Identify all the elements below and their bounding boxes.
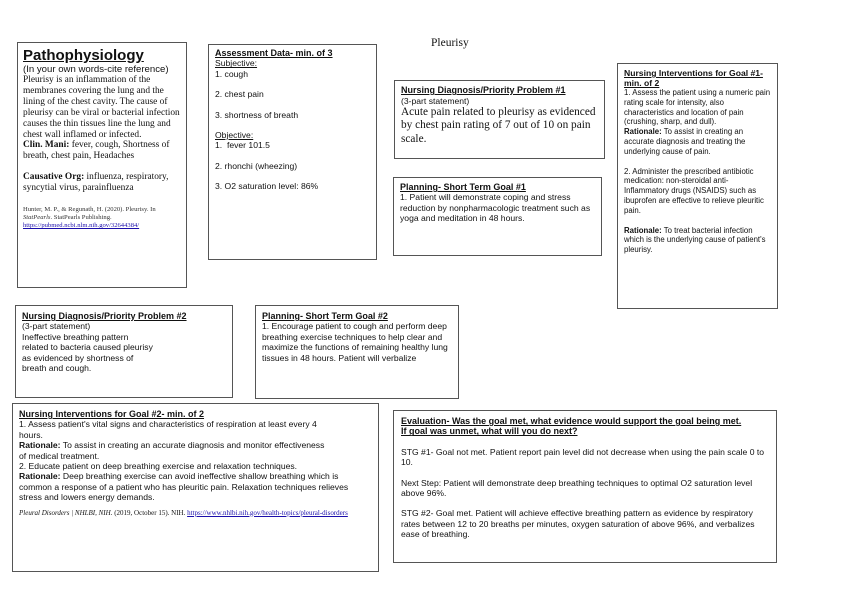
pathophysiology-box (17, 42, 187, 288)
interventions1-rationale: Rationale: To treat bacterial infection which is the underlying cause of patient's pleurisy. (624, 225, 766, 255)
diagnosis1-body: Acute pain related to pleurisy as evidenced by chest pain rating of 7 out of 10 on pain scale. (401, 105, 596, 145)
patho-reference: Hunter, M. P., & Regunath, H. (2020). Pleurisy. In StatPearls. StatPearls Publishing. https://pubmed.ncbi.nlm.nih.gov/32644384/ (23, 206, 156, 230)
patho-heading: Pathophysiology (23, 47, 144, 64)
interventions2-heading: Nursing Interventions for Goal #2- min. of 2 (19, 409, 205, 419)
patho-reference-link[interactable]: https://pubmed.ncbi.nlm.nih.gov/32644384/ (23, 222, 140, 230)
diagnosis1-heading: Nursing Diagnosis/Priority Problem #1 (401, 85, 566, 95)
diagnosis2-line: as evidenced by shortness of (22, 352, 134, 363)
interventions2-box (12, 403, 379, 572)
evaluation-box (393, 410, 777, 563)
interventions1-box (617, 63, 778, 309)
objective-label: Objective: (215, 130, 254, 141)
diagnosis2-heading: Nursing Diagnosis/Priority Problem #2 (22, 311, 187, 321)
evaluation-stg1: STG #1- Goal not met. Patient report pain level did not decrease when using the pain scale 0 to 10. (401, 446, 765, 468)
assessment-box (208, 44, 377, 260)
patho-subheading: (In your own words-cite reference) (23, 64, 169, 75)
planning1-box (393, 177, 602, 256)
objective-item: 3. O2 saturation level: 86% (215, 181, 319, 192)
clin-label: Clin. Mani: (23, 140, 70, 151)
interventions1-rationale: Rationale: To assist in creating an accurate diagnosis and treating the underlying cause of pain. (624, 127, 746, 156)
interventions2-rationale: Rationale: To assist in creating an accurate diagnosis and monitor effectiveness of medical treatment. (19, 440, 325, 461)
diagnosis2-line: breath and cough. (22, 363, 92, 374)
diagnosis2-box (15, 305, 233, 398)
evaluation-next-step: Next Step: Patient will demonstrate deep breathing techniques to optimal O2 saturation level above 96%. (401, 477, 753, 499)
objective-item: 1. fever 101.5 (215, 140, 270, 151)
interventions2-rationale: Rationale: Deep breathing exercise can avoid ineffective shallow breathing which is common a response of a patient who has pleuritic pain. Relaxation techniques relieves stress and lowers energy demands. (19, 471, 349, 503)
subjective-label: Subjective: (215, 58, 258, 69)
interventions2-item: 2. Educate patient on deep breathing exercise and relaxation techniques. (19, 461, 298, 472)
diagnosis1-box (394, 80, 605, 159)
diagnosis1-sub: (3-part statement) (401, 95, 470, 106)
patho-body: Pleurisy is an inflammation of the membranes covering the lung and the lining of the chest cavity. The cause of pleurisy can be viral or bacterial infection causes the thin tissues line the lung and chest wall inflamed or infected. (23, 75, 180, 140)
caus-text: influenza, respiratory, syncytial virus, parainfluenza (23, 172, 169, 194)
planning2-heading: Planning- Short Term Goal #2 (262, 311, 388, 321)
interventions2-reference: Pleural Disorders | NHLBI, NIH. (2019, October 15). NIH. https://www.nhlbi.nih.gov/health-topics/pleural-disorders (19, 508, 348, 517)
interventions1-heading: Nursing Interventions for Goal #1- min. of 2 (624, 68, 763, 88)
interventions1-item: 2. Administer the prescribed antibiotic medication: non-steroidal anti-Inflammatory drugs (NSAIDS) such as ibuprofen are effective to relieve pleuritic pain. (624, 166, 764, 215)
patho-causative-org (23, 172, 181, 194)
page-title: Pleurisy (431, 37, 469, 49)
diagnosis2-sub: (3-part statement) (22, 321, 91, 332)
diagnosis2-line: related to bacteria caused pleurisy (22, 342, 153, 353)
planning1-body: 1. Patient will demonstrate coping and stress reduction by nonpharmacologic treatment such as yoga and meditation in 48 hours. (400, 192, 591, 224)
evaluation-stg2: STG #2- Goal met. Patient will achieve effective breathing pattern as evidence by respiratory rates between 12 to 20 breaths per minutes, oxygen saturation of above 96%, and verbalizes ease of breathing. (401, 508, 755, 540)
interventions2-reference-link[interactable]: https://www.nhlbi.nih.gov/health-topics/pleural-disorders (187, 508, 348, 517)
subjective-item: 1. cough (215, 68, 248, 79)
caus-label: Causative Org: (23, 172, 85, 183)
objective-item: 2. rhonchi (wheezing) (215, 160, 298, 171)
interventions1-item: 1. Assess the patient using a numeric pain rating scale for intensity, also characteristics and location of pain (crushing, sharp, and dull). (624, 88, 771, 127)
patho-clinical-manifestations (23, 140, 181, 162)
subjective-item: 2. chest pain (215, 89, 264, 100)
planning2-box (255, 305, 459, 399)
clin-text: fever, cough, Shortness of breath, chest pain, Headaches (23, 140, 170, 162)
diagnosis2-line: Ineffective breathing pattern (22, 331, 129, 342)
planning1-heading: Planning- Short Term Goal #1 (400, 182, 526, 192)
planning2-body: 1. Encourage patient to cough and perform deep breathing exercise techniques to help clear and maximize the functions of remaining healthy lung tissues in 48 hours. Patient will verbalize (262, 321, 448, 363)
subjective-item: 3. shortness of breath (215, 109, 299, 120)
interventions2-item: 1. Assess patient's vital signs and characteristics of respiration at least every 4 hours. (19, 419, 317, 440)
evaluation-heading: Evaluation- Was the goal met, what evidence would support the goal being met. If goal was unmet, what will you do next? (401, 416, 742, 437)
assessment-heading: Assessment Data- min. of 3 (215, 48, 333, 58)
